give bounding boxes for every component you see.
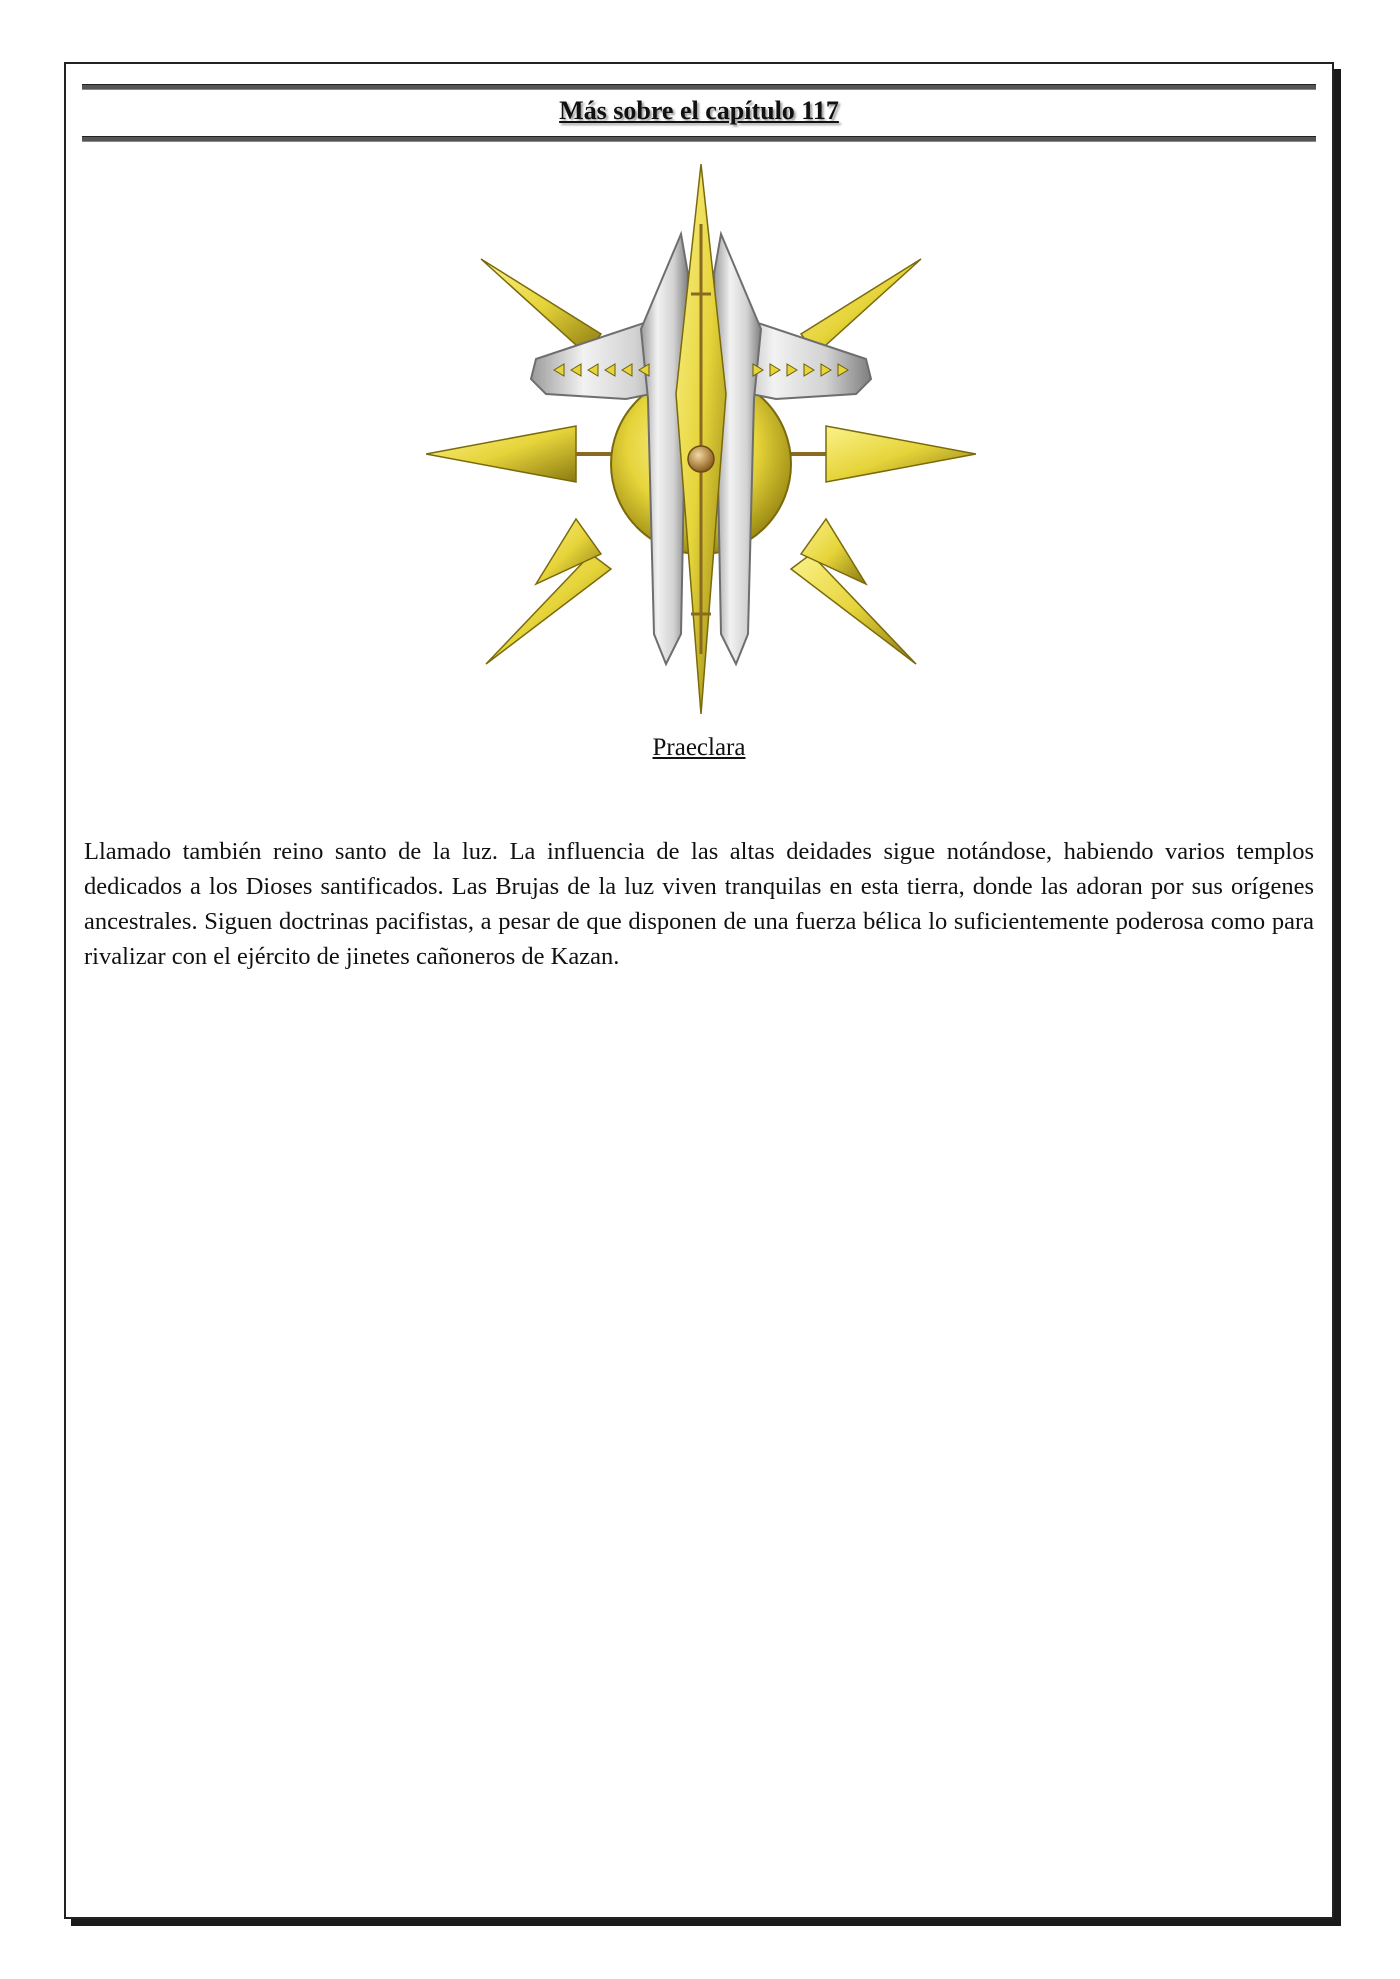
page-frame bbox=[64, 62, 1334, 1919]
page-title: Más sobre el capítulo 117 bbox=[559, 96, 839, 125]
body-paragraph: Llamado también reino santo de la luz. La influencia de las altas deidades sigue notándose, habiendo varios templos dedicados a los Dioses santificados. Las Brujas de la luz viven tranquilas en esta tierra, donde las adoran por sus orígenes ancestrales. Siguen doctrinas pacifistas, a pesar de que disponen de una fuerza bélica lo suficientemente poderosa como para rivalizar con el ejército de jinetes cañoneros de Kazan. bbox=[84, 838, 1314, 970]
praeclara-emblem-icon bbox=[426, 164, 976, 714]
title-rule-bottom bbox=[82, 136, 1316, 142]
title-rule-top bbox=[82, 84, 1316, 90]
emblem-caption: Praeclara bbox=[652, 734, 746, 761]
